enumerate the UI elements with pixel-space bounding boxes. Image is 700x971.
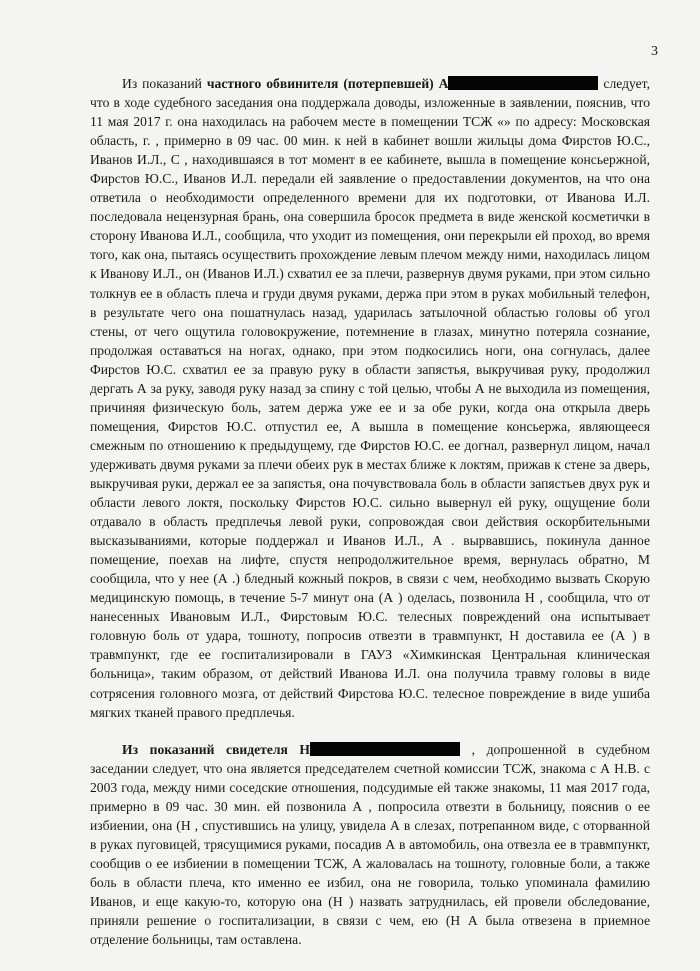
redaction-block (310, 742, 460, 756)
page-number: 3 (651, 44, 658, 59)
paragraph-text: , допрошенной в судебном заседании следует, что она является председателем счетной комиссии ТСЖ, знакома с А Н.В. с 2003 года, между ними соседские отношения, подсудимые ей также знакомы, 11 мая 2017 года, примерно в 09 час. 30 мин. ей позвонила А , попросила отвезти в больницу, пояснив о ее избиении, она (Н , спустившись на улицу, увидела А в слезах, потрепанном виде, с оторванной в руках пуговицей, трясущимися руками, посадив А в автомобиль, она отвезла ее в травмпункт, сообщив о ее избиении в помещении ТСЖ, А жаловалась на тошноту, головные боли, а также боль в области плеча, кто именно ее избил, она не говорила, только упоминала фамилию Иванов, и еще какую-то, которую она (Н ) назвать затруднилась, ей провели обследование, приняли решение о госпитализации, в связи с чем, ею (Н А была отвезена в приемное отделение больницы, там оставлена. (90, 741, 650, 948)
document-body (90, 74, 650, 949)
paragraph-lead: Из показаний (122, 76, 207, 91)
paragraph-heading: частного обвинителя (потерпевшей) А (206, 76, 449, 91)
paragraph-text: следует, что в ходе судебного заседания она поддержала доводы, изложенные в заявлении, пояснив, что 11 мая 2017 г. она находилась на рабочем месте в помещении ТСЖ «» по адресу: Московская область, г. , примерно в 09 час. 00 мин. к ней в кабинет вошли жильцы дома Фирстов Ю.С., Иванов И.Л., С , находившаяся в тот момент в ее кабинете, вышла в помещение консьержной, Фирстов Ю.С., Иванов И.Л. передали ей заявление о предоставлении документов, на что она ответила о необходимости определенного времени для их подготовки, от Иванова И.Л. последовала нецензурная брань, она совершила бросок предмета в виде женской косметички в сторону Иванова И.Л., сообщила, что уходит из помещения, они перекрыли ей проход, во время того, как она, пытаясь осуществить прохождение левым плечом между ними, находилась лицом к Иванову И.Л., он (Иванов И.Л.) схватил ее за плечи, развернув двумя руками, при этом сильно толкнув ее в область плеча и груди двумя руками, держа при этом в руках мобильный телефон, в результате чего она пошатнулась назад, ударилась затылочной областью головы об угол стены, от чего ощутила головокружение, потемнение в глазах, минутно потеряла сознание, продолжая оставаться на ногах, однако, при этом подкосились ноги, она согнулась, далее Фирстов Ю.С. схватил ее за правую руку в области запястья, выкручивая руку, продолжил дергать А за руку, заводя руку назад за спину с той целью, чтобы А не выходила из помещения, причиняя физическую боль, затем держа уже ее и за обе руки, когда она открыла дверь помещения, Фирстов Ю.С. отпустил ее, А вышла в помещение консьержа, являющееся смежным по отношению к предыдущему, где Фирстов Ю.С. ее догнал, развернул лицом, начал удерживать двумя руками за плечи обеих рук в местах ближе к локтям, прижав к стене за дверь, выкручивая руки, держал ее за запястья, она почувствовала боль в области запястьев двух рук и области левого локтя, поскольку Фирстов Ю.С. сильно вывернул ей руку, ощущение боли отдавало в область предплечья левой руки, сопровождая свои действия оскорбительными высказываниями, которые поддержал и Иванов И.Л., А . вырвавшись, покинула данное помещение, поехав на лифте, спустя непродолжительное время, вернулась обратно, М сообщила, что у нее (А .) бледный кожный покров, в связи с чем, необходимо вызвать Скорую медицинскую помощь, в течение 5-7 минут она (А ) оделась, позвонила Н , сообщила, что от нанесенных Ивановым И.Л., Фирстовым Ю.С. телесных повреждений она испытывает головную боль от удара, тошноту, попросив отвезти в травмпункт, Н доставила ее (А ) в травмпункт, где ее госпитализировали в ГАУЗ «Химкинская Центральная клиническая больница», таким образом, от действий Иванова И.Л. она получила травму головы в виде сотрясения головного мозга, от действий Фирстова Ю.С. телесное повреждение в виде ушиба мягких тканей правого предплечья. (90, 76, 650, 720)
paragraph-victim-testimony (90, 74, 650, 722)
redaction-block (448, 76, 598, 90)
paragraph-witness-testimony (90, 740, 650, 950)
paragraph-heading: Из показаний свидетеля Н (122, 741, 311, 757)
